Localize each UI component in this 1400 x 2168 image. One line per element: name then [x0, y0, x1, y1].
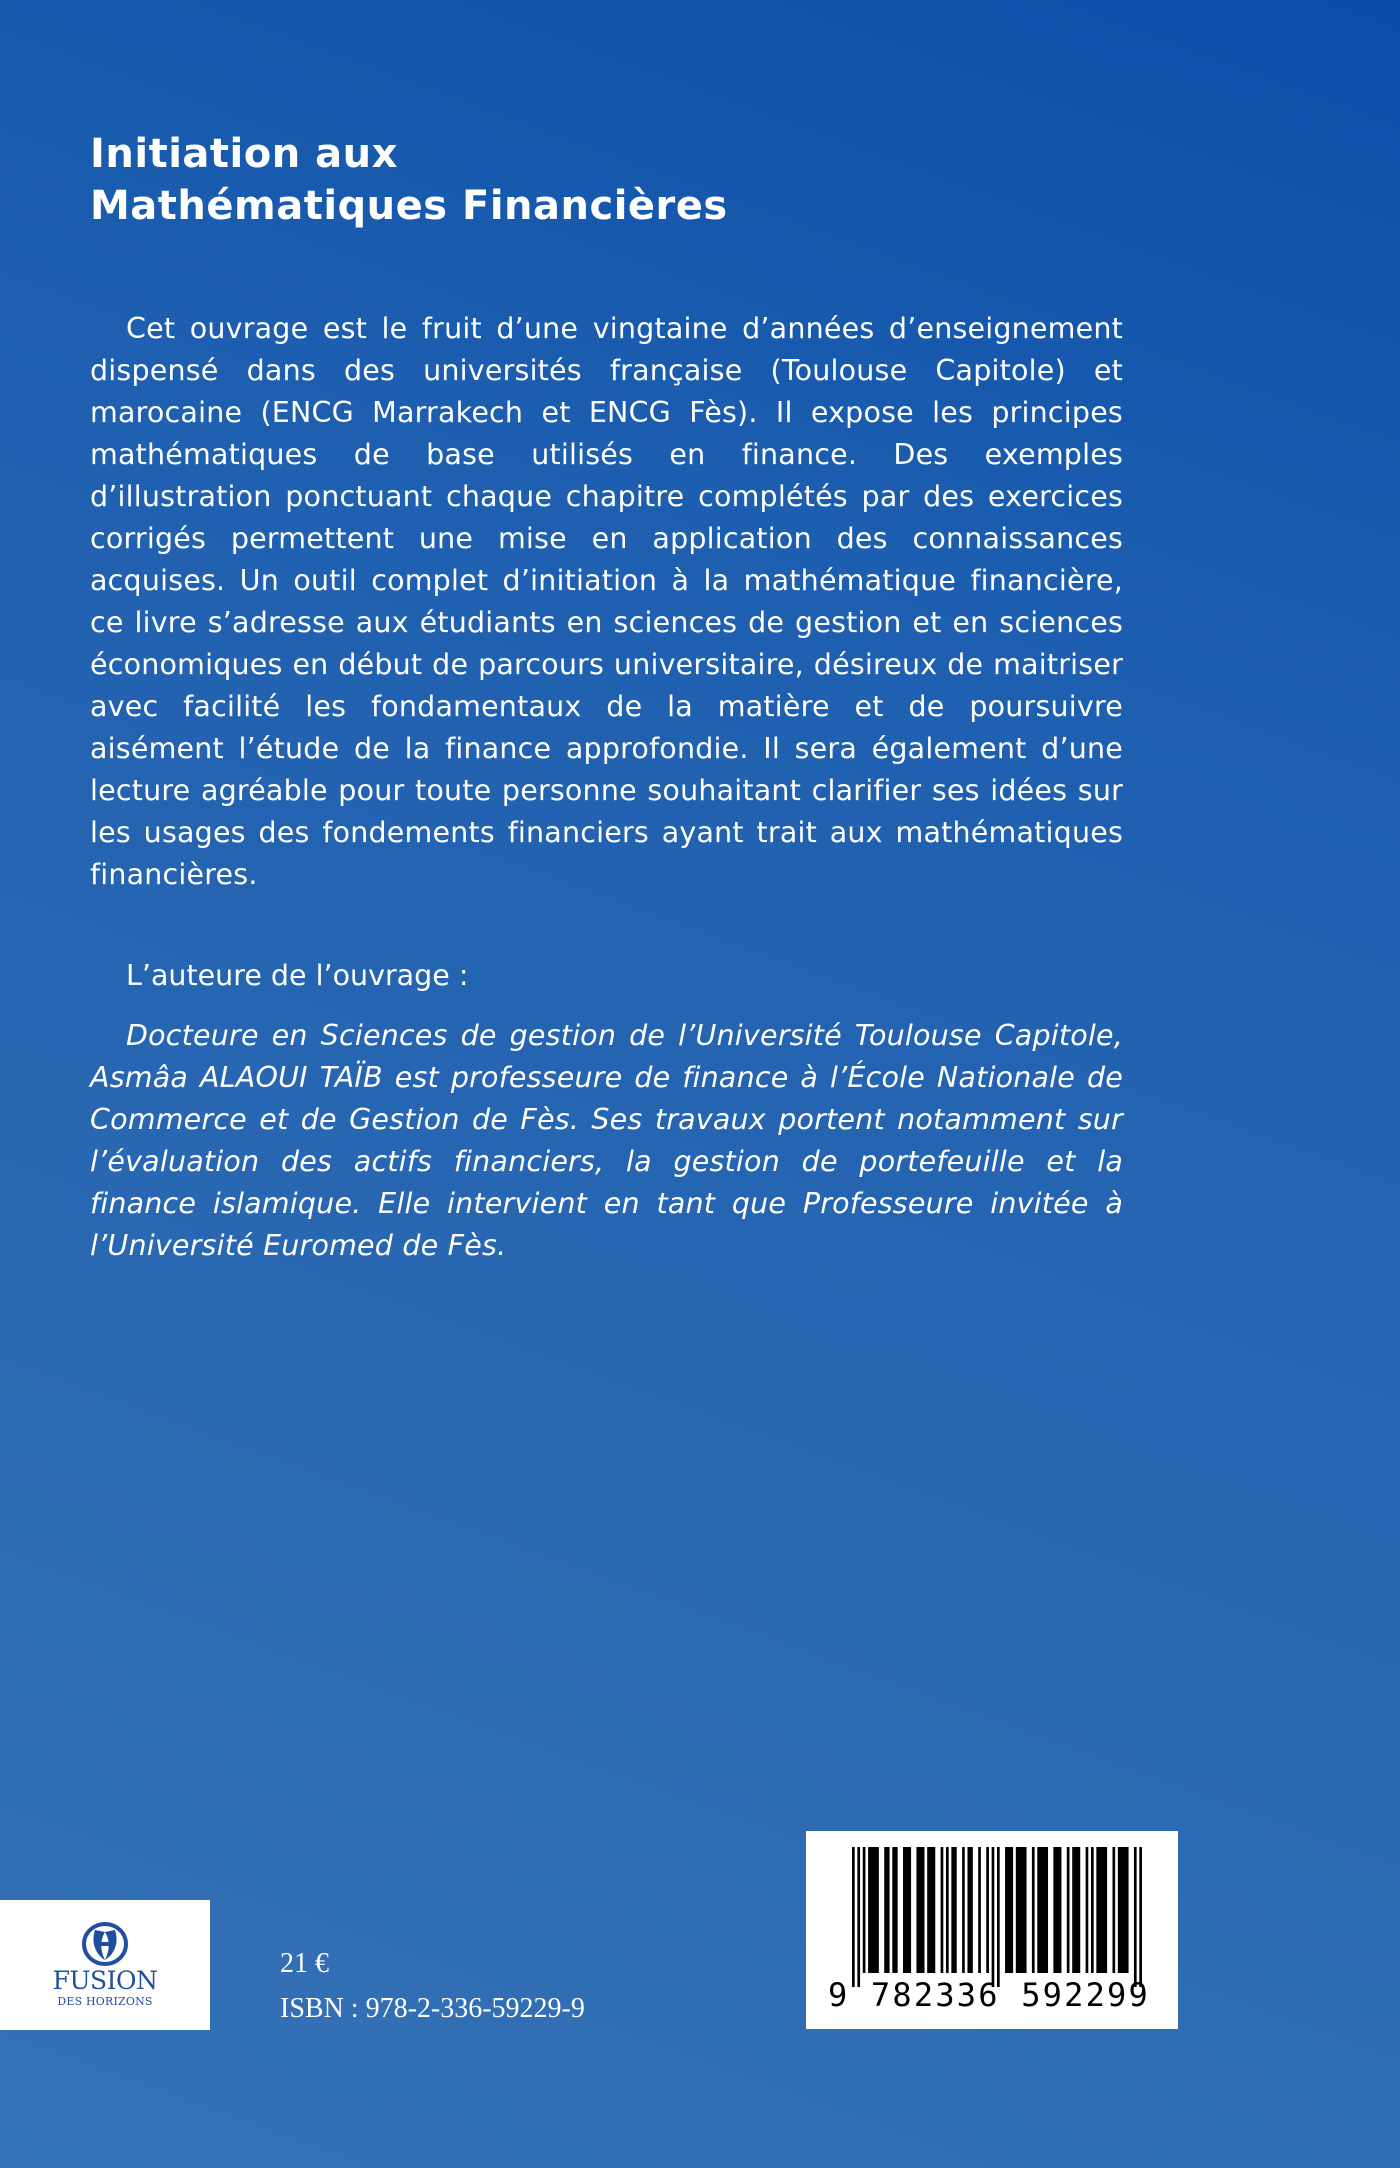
barcode-bar — [1072, 1847, 1080, 1973]
barcode-bar — [1086, 1847, 1089, 1973]
barcode-bars — [852, 1847, 1142, 1987]
publisher-subname: DES HORIZONS — [57, 1995, 153, 2008]
author-heading: L’auteure de l’ouvrage : — [126, 959, 469, 992]
barcode-bar — [1091, 1847, 1094, 1973]
barcode-bar — [997, 1847, 1000, 1987]
publisher-name: FUSION — [52, 1966, 158, 1995]
barcode-bar — [1053, 1847, 1061, 1973]
barcode-bar — [946, 1847, 949, 1973]
barcode-bar — [857, 1847, 860, 1987]
barcode-bar — [892, 1847, 897, 1973]
book-title — [90, 128, 1190, 232]
barcode-bar — [1016, 1847, 1027, 1973]
isbn: ISBN : 978-2-336-59229-9 — [280, 1993, 585, 2024]
book-description: Cet ouvrage est le fruit d’une vingtaine d’années d’enseignement dispensé dans des universités française (Toulouse Capitole) et marocaine (ENCG Marrakech et ENCG Fès). Il expose les principes mathématiques de base utilisés en finance. Des exemples d’illustration ponctuant chaque chapitre complétés par des exercices corrigés permettent une mise en application des connaissances acquises. Un outil complet d’initiation à la mathématique financière, ce livre s’adresse aux étudiants en sciences de gestion et en sciences économiques en début de parcours universitaire, désireux de maitriser avec facilité les fondamentaux de la matière et de poursuivre aisément l’étude de la finance approfondie. Il sera également d’une lecture agréable pour toute personne souhaitant clarifier ses idées sur les usages des fondements financiers ayant trait aux mathématiques financières. — [90, 312, 1123, 891]
barcode-bar — [852, 1847, 855, 1987]
barcode-bar — [941, 1847, 944, 1973]
barcode-bar — [1037, 1847, 1048, 1973]
barcode-bar — [1067, 1847, 1070, 1973]
publisher-emblem-icon — [78, 1920, 132, 1966]
barcode-bar — [1005, 1847, 1013, 1973]
barcode-bar — [1134, 1847, 1137, 1987]
barcode-bar — [868, 1847, 879, 1973]
barcode-bar — [1139, 1847, 1142, 1987]
book-title-line-2: Mathématiques Financières — [90, 183, 728, 229]
barcode-bar — [1112, 1847, 1115, 1973]
author-bio: Docteure en Sciences de gestion de l’Université Toulouse Capitole, Asmâa ALAOUI TAÏB est professeure de finance à l’École Nationale de Commerce et de Gestion de Fès. Ses travaux portent notamment sur l’évaluation des actifs financiers, la gestion de portefeuille et la finance islamique. Elle intervient en tant que Professeure invitée à l’Université Euromed de Fès. — [90, 1019, 1123, 1262]
barcode-bar — [863, 1847, 866, 1973]
barcode-bar — [986, 1847, 989, 1973]
barcode-bar — [1118, 1847, 1129, 1973]
barcode-bar — [916, 1847, 924, 1973]
publisher-logo — [0, 1900, 210, 2030]
barcode-bar — [992, 1847, 995, 1987]
barcode-bar — [951, 1847, 956, 1973]
book-title-line-1: Initiation aux — [90, 131, 398, 177]
barcode-bar — [962, 1847, 965, 1973]
barcode-bar — [884, 1847, 889, 1973]
price: 21 € — [280, 1948, 329, 1979]
barcode-bar — [1096, 1847, 1107, 1973]
barcode-digits: 9 782336 592299 — [828, 1976, 1150, 2014]
barcode-bar — [927, 1847, 935, 1973]
barcode — [806, 1831, 1178, 2029]
barcode-bar — [1032, 1847, 1035, 1973]
barcode-bar — [967, 1847, 972, 1973]
barcode-bar — [903, 1847, 911, 1973]
barcode-bar — [978, 1847, 981, 1973]
